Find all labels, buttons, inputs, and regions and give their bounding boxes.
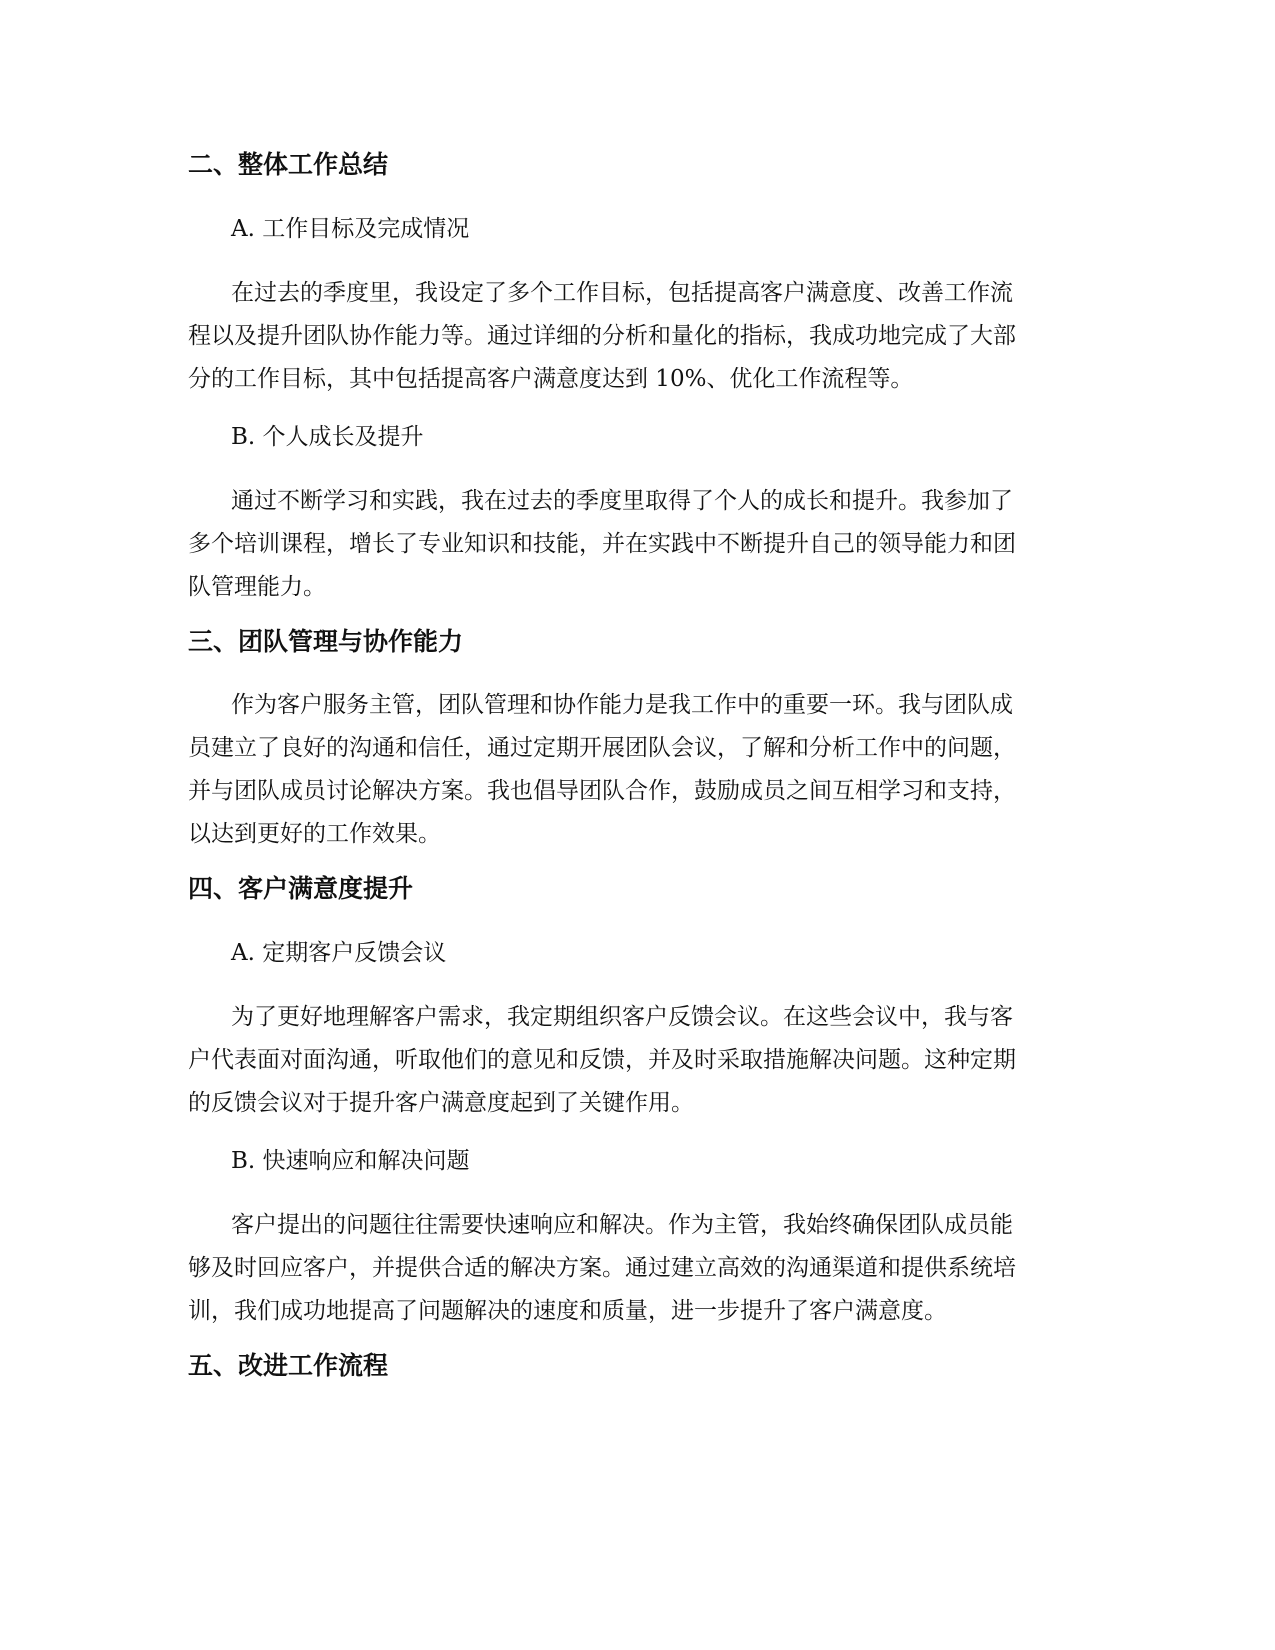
section-heading-overall-summary: 二、整体工作总结 — [188, 150, 389, 179]
subheading-feedback-meetings: A. 定期客户反馈会议 — [231, 940, 447, 966]
paragraph-line: 作为客户服务主管，团队管理和协作能力是我工作中的重要一环。我与团队成 — [231, 692, 1013, 718]
paragraph-team-management — [188, 684, 1088, 856]
paragraph-fast-response — [188, 1204, 1088, 1333]
paragraph-line: 队管理能力。 — [188, 574, 326, 600]
paragraph-goals-completion — [188, 272, 1088, 401]
subheading-personal-growth: B. 个人成长及提升 — [231, 424, 424, 450]
paragraph-line: 程以及提升团队协作能力等。通过详细的分析和量化的指标，我成功地完成了大部 — [188, 323, 1016, 349]
section-heading-customer-satisfaction: 四、客户满意度提升 — [188, 874, 414, 903]
subheading-goals-completion: A. 工作目标及完成情况 — [231, 216, 470, 242]
paragraph-line: 户代表面对面沟通，听取他们的意见和反馈，并及时采取措施解决问题。这种定期 — [188, 1047, 1016, 1073]
paragraph-line: 并与团队成员讨论解决方案。我也倡导团队合作，鼓励成员之间互相学习和支持， — [188, 778, 1016, 804]
subheading-fast-response: B. 快速响应和解决问题 — [231, 1148, 470, 1174]
paragraph-line: 的反馈会议对于提升客户满意度起到了关键作用。 — [188, 1090, 694, 1116]
paragraph-line: 够及时回应客户，并提供合适的解决方案。通过建立高效的沟通渠道和提供系统培 — [188, 1255, 1016, 1281]
paragraph-line: 分的工作目标，其中包括提高客户满意度达到 10%、优化工作流程等。 — [188, 366, 914, 392]
paragraph-line: 员建立了良好的沟通和信任，通过定期开展团队会议，了解和分析工作中的问题， — [188, 735, 1016, 761]
paragraph-line: 通过不断学习和实践，我在过去的季度里取得了个人的成长和提升。我参加了 — [231, 488, 1013, 514]
paragraph-line: 以达到更好的工作效果。 — [188, 821, 441, 847]
paragraph-personal-growth — [188, 480, 1088, 609]
paragraph-line: 在过去的季度里，我设定了多个工作目标，包括提高客户满意度、改善工作流 — [231, 280, 1013, 306]
paragraph-feedback-meetings — [188, 996, 1088, 1125]
paragraph-line: 多个培训课程，增长了专业知识和技能，并在实践中不断提升自己的领导能力和团 — [188, 531, 1016, 557]
paragraph-line: 为了更好地理解客户需求，我定期组织客户反馈会议。在这些会议中，我与客 — [231, 1004, 1013, 1030]
section-heading-team-management: 三、团队管理与协作能力 — [188, 627, 464, 656]
paragraph-line: 客户提出的问题往往需要快速响应和解决。作为主管，我始终确保团队成员能 — [231, 1212, 1013, 1238]
section-heading-improve-workflow: 五、改进工作流程 — [188, 1351, 389, 1380]
paragraph-line: 训，我们成功地提高了问题解决的速度和质量，进一步提升了客户满意度。 — [188, 1298, 947, 1324]
